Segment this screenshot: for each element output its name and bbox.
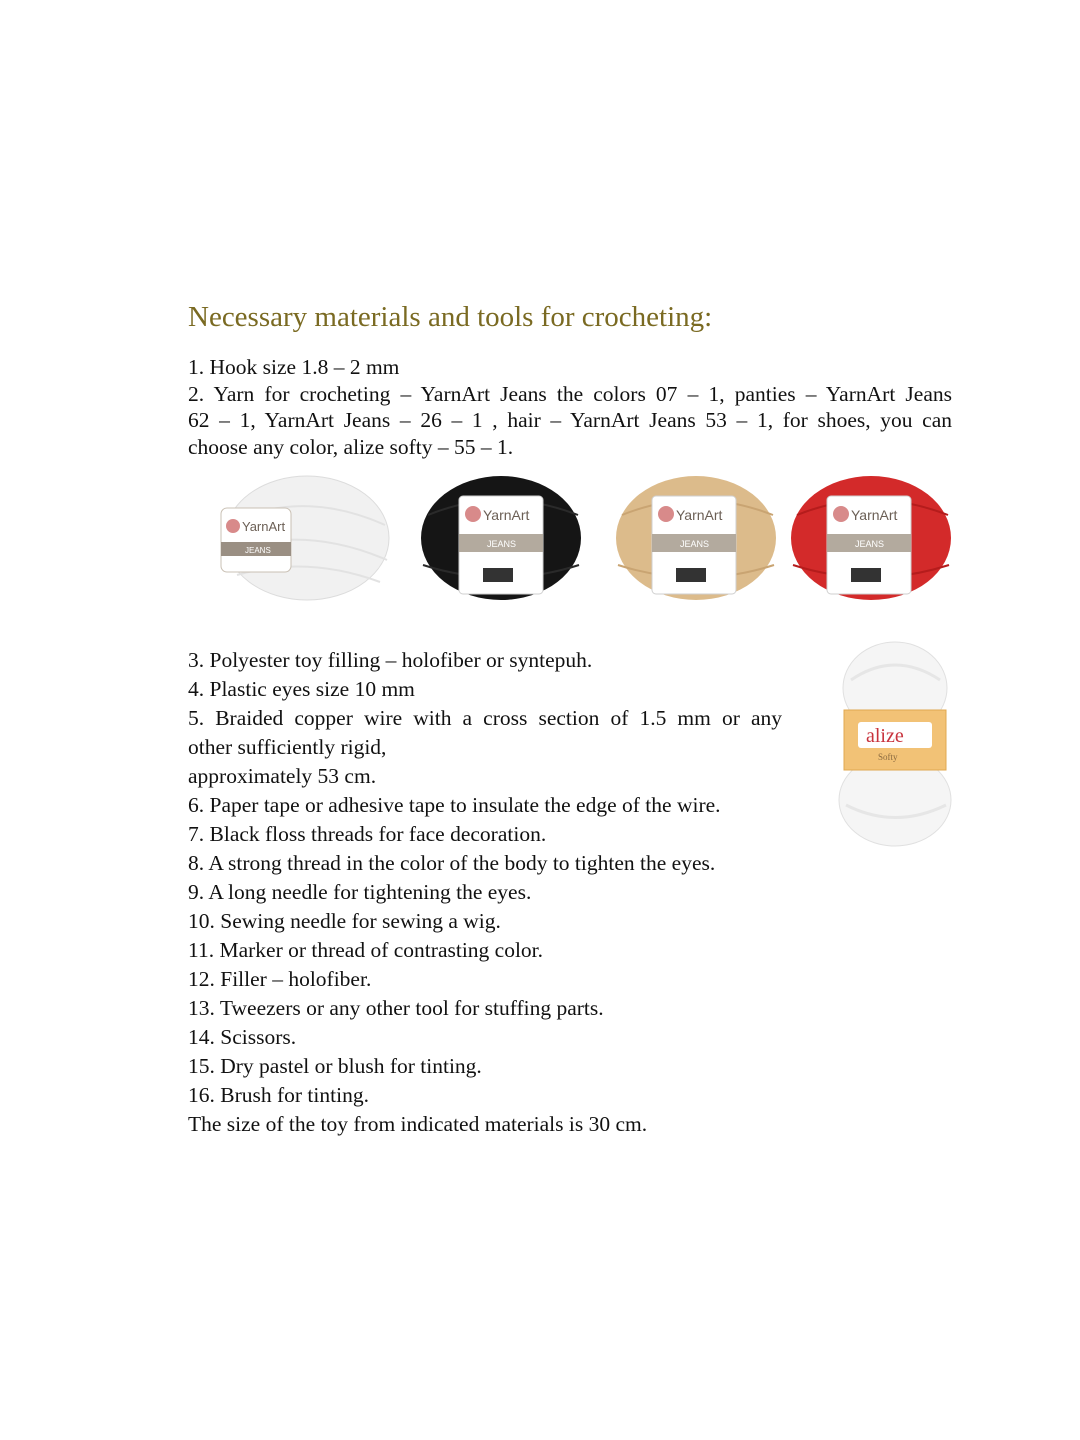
svg-text:YarnArt: YarnArt: [242, 519, 286, 534]
yarn-ball-red-image: [783, 470, 959, 605]
yarn-ball-beige-image: [608, 470, 784, 605]
list-item: 7. Black floss threads for face decoration.: [188, 822, 547, 846]
list-item: 12. Filler – holofiber.: [188, 967, 372, 991]
svg-text:YarnArt: YarnArt: [676, 507, 723, 523]
alize-softy-yarn-image: [836, 640, 954, 850]
list-item: 14. Scissors.: [188, 1025, 297, 1049]
yarn-ball-icon: [783, 470, 959, 605]
intro-list: [188, 354, 952, 461]
list-item-yarn-line-2: 62 – 1, YarnArt Jeans – 26 – 1 , hair – YarnArt Jeans 53 – 1, for shoes, you can: [188, 408, 952, 433]
list-item: 15. Dry pastel or blush for tinting.: [188, 1054, 482, 1078]
svg-text:JEANS: JEANS: [855, 539, 885, 549]
page-title: Necessary materials and tools for crocheting:: [188, 301, 713, 333]
list-item: 16. Brush for tinting.: [188, 1083, 369, 1107]
yarn-ball-black-image: [413, 470, 589, 605]
yarn-images-row: [215, 470, 965, 605]
svg-text:YarnArt: YarnArt: [851, 507, 898, 523]
list-item: 4. Plastic eyes size 10 mm: [188, 677, 415, 701]
yarn-skein-icon: [836, 640, 954, 850]
list-item-hook: 1. Hook size 1.8 – 2 mm: [188, 355, 400, 379]
list-item: 11. Marker or thread of contrasting color.: [188, 938, 544, 962]
yarn-ball-icon: [413, 470, 589, 605]
list-item-yarn-line-1: 2. Yarn for crocheting – YarnArt Jeans the colors 07 – 1, panties – YarnArt Jeans: [188, 381, 952, 406]
list-item: 5. Braided copper wire with a cross section of 1.5 mm or any: [188, 706, 782, 730]
list-item: 8. A strong thread in the color of the body to tighten the eyes.: [188, 851, 716, 875]
list-item-yarn-line-3: choose any color, alize softy – 55 – 1.: [188, 435, 514, 460]
list-item: 9. A long needle for tightening the eyes.: [188, 880, 532, 904]
yarn-ball-icon: [608, 470, 784, 605]
list-item: 6. Paper tape or adhesive tape to insulate the edge of the wire.: [188, 793, 721, 817]
yarn-ball-icon: [215, 470, 391, 605]
materials-list: [188, 646, 788, 1139]
list-item: approximately 53 cm.: [188, 764, 377, 788]
svg-text:JEANS: JEANS: [487, 539, 517, 549]
list-item: 3. Polyester toy filling – holofiber or syntepuh.: [188, 648, 593, 672]
svg-text:JEANS: JEANS: [680, 539, 710, 549]
list-item: other sufficiently rigid,: [188, 735, 387, 759]
svg-text:JEANS: JEANS: [245, 546, 271, 555]
list-item: 10. Sewing needle for sewing a wig.: [188, 909, 501, 933]
svg-text:Softy: Softy: [878, 752, 898, 762]
toy-size-note: The size of the toy from indicated materials is 30 cm.: [188, 1112, 648, 1136]
svg-text:YarnArt: YarnArt: [483, 507, 530, 523]
svg-text:alize: alize: [866, 725, 904, 747]
list-item: 13. Tweezers or any other tool for stuffing parts.: [188, 996, 604, 1020]
yarn-ball-white-image: [215, 470, 391, 605]
